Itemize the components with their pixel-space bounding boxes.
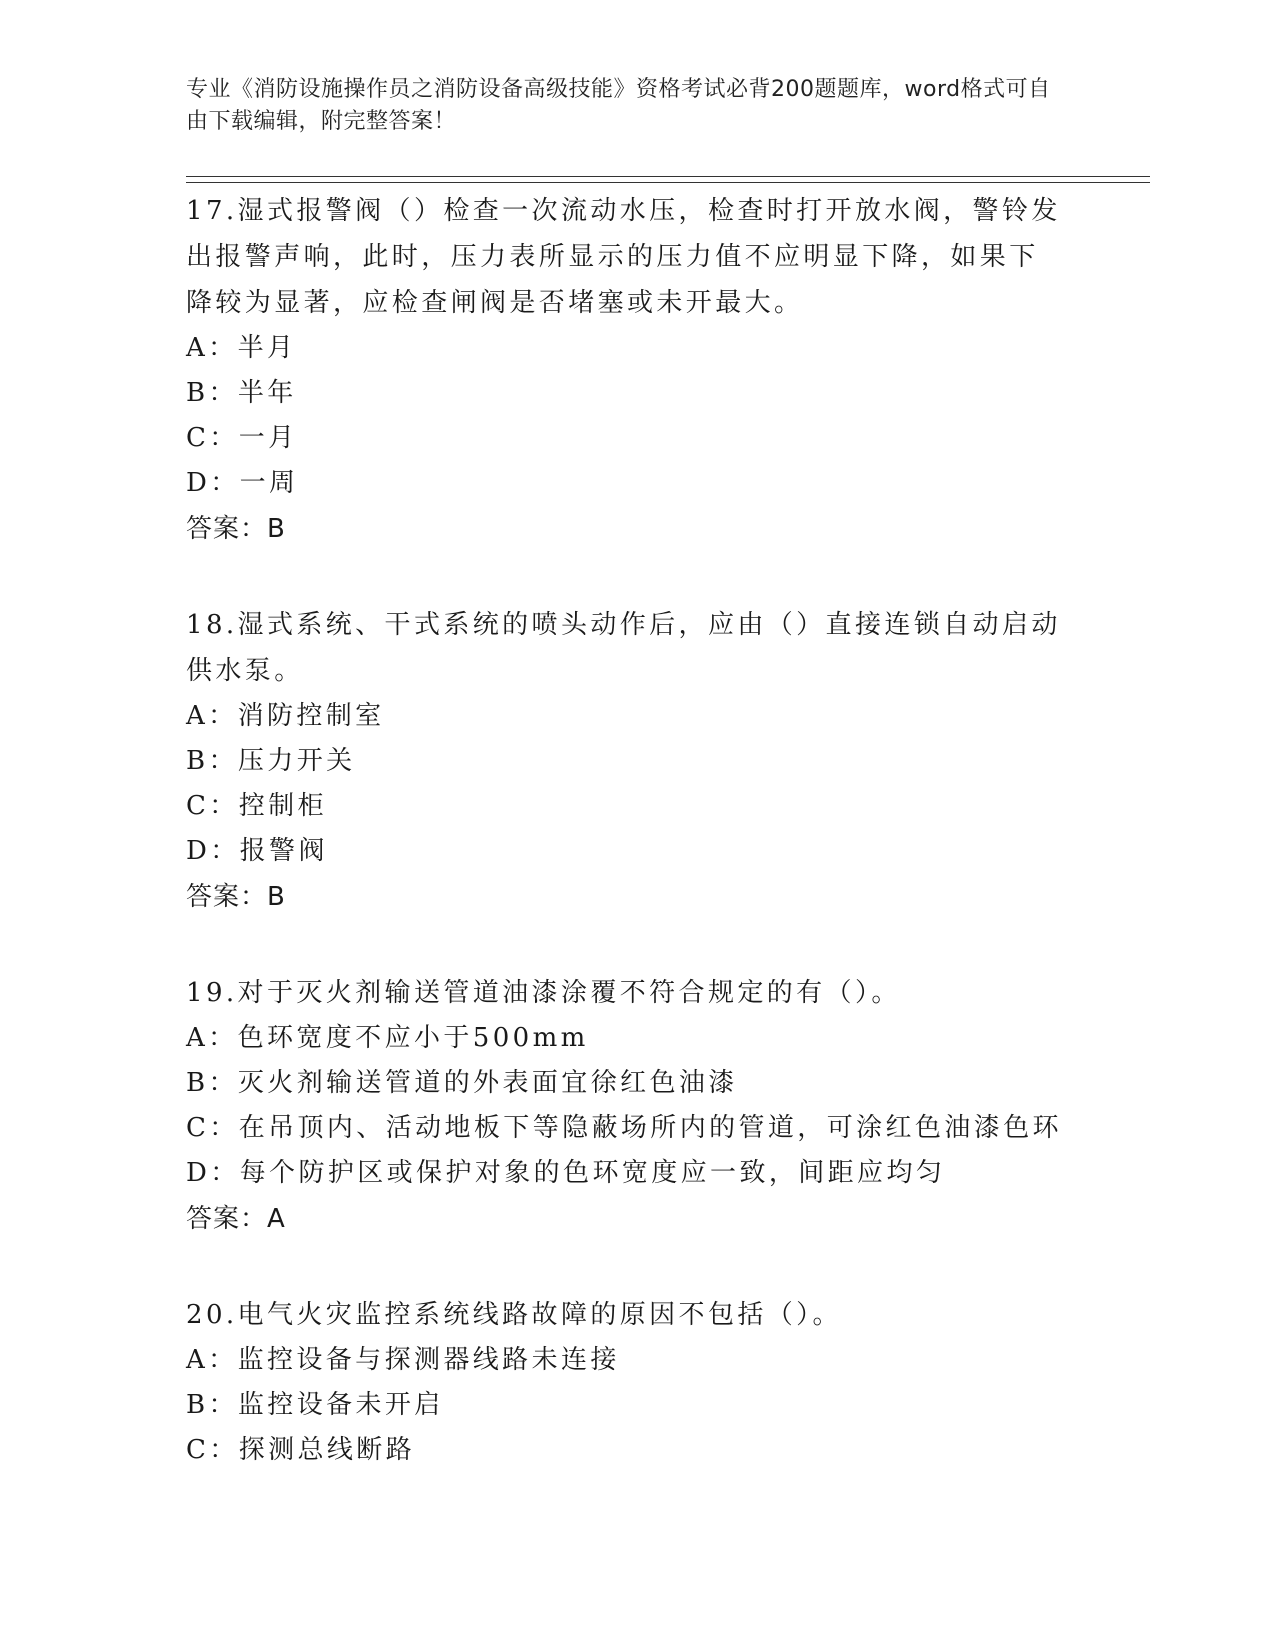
question-19 — [186, 970, 1066, 1242]
option-d: D：每个防护区或保护对象的色环宽度应一致，间距应均匀 — [186, 1158, 946, 1188]
option-b: B：监控设备未开启 — [186, 1390, 444, 1420]
question-text: 20.电气火灾监控系统线路故障的原因不包括（）。 — [186, 1300, 842, 1330]
answer: 答案：B — [186, 514, 286, 544]
answer: 答案：B — [186, 882, 286, 912]
question-list — [186, 188, 1066, 1523]
option-b: B：灭火剂输送管道的外表面宜徐红色油漆 — [186, 1068, 738, 1098]
question-20 — [186, 1292, 1066, 1473]
option-c: C：一月 — [186, 423, 298, 453]
option-a: A：色环宽度不应小于500mm — [186, 1023, 589, 1053]
document-header: 专业《消防设施操作员之消防设备高级技能》资格考试必背200题题库，word格式可自由下载编辑，附完整答案！ — [186, 77, 1051, 134]
option-b: B：半年 — [186, 378, 297, 408]
question-17 — [186, 188, 1066, 552]
option-a: A：消防控制室 — [186, 701, 385, 731]
header-rule-top — [186, 176, 1150, 177]
option-a: A：半月 — [186, 333, 297, 363]
question-18 — [186, 602, 1066, 920]
option-c: C：在吊顶内、活动地板下等隐蔽场所内的管道，可涂红色油漆色环 — [186, 1113, 1062, 1143]
header-rule-bottom — [186, 182, 1150, 183]
question-text: 18.湿式系统、干式系统的喷头动作后，应由（）直接连锁自动启动供水泵。 — [186, 610, 1061, 686]
option-d: D：报警阀 — [186, 836, 328, 866]
answer: 答案：A — [186, 1204, 286, 1234]
question-text: 17.湿式报警阀（）检查一次流动水压，检查时打开放水阀，警铃发出报警声响，此时，压力表所显示的压力值不应明显下降，如果下降较为显著，应检查闸阀是否堵塞或未开最大。 — [186, 196, 1061, 318]
option-c: C：控制柜 — [186, 791, 327, 821]
option-b: B：压力开关 — [186, 746, 356, 776]
option-a: A：监控设备与探测器线路未连接 — [186, 1345, 620, 1375]
option-c: C：探测总线断路 — [186, 1435, 416, 1465]
option-d: D：一周 — [186, 468, 299, 498]
question-text: 19.对于灭火剂输送管道油漆涂覆不符合规定的有（）。 — [186, 978, 901, 1008]
